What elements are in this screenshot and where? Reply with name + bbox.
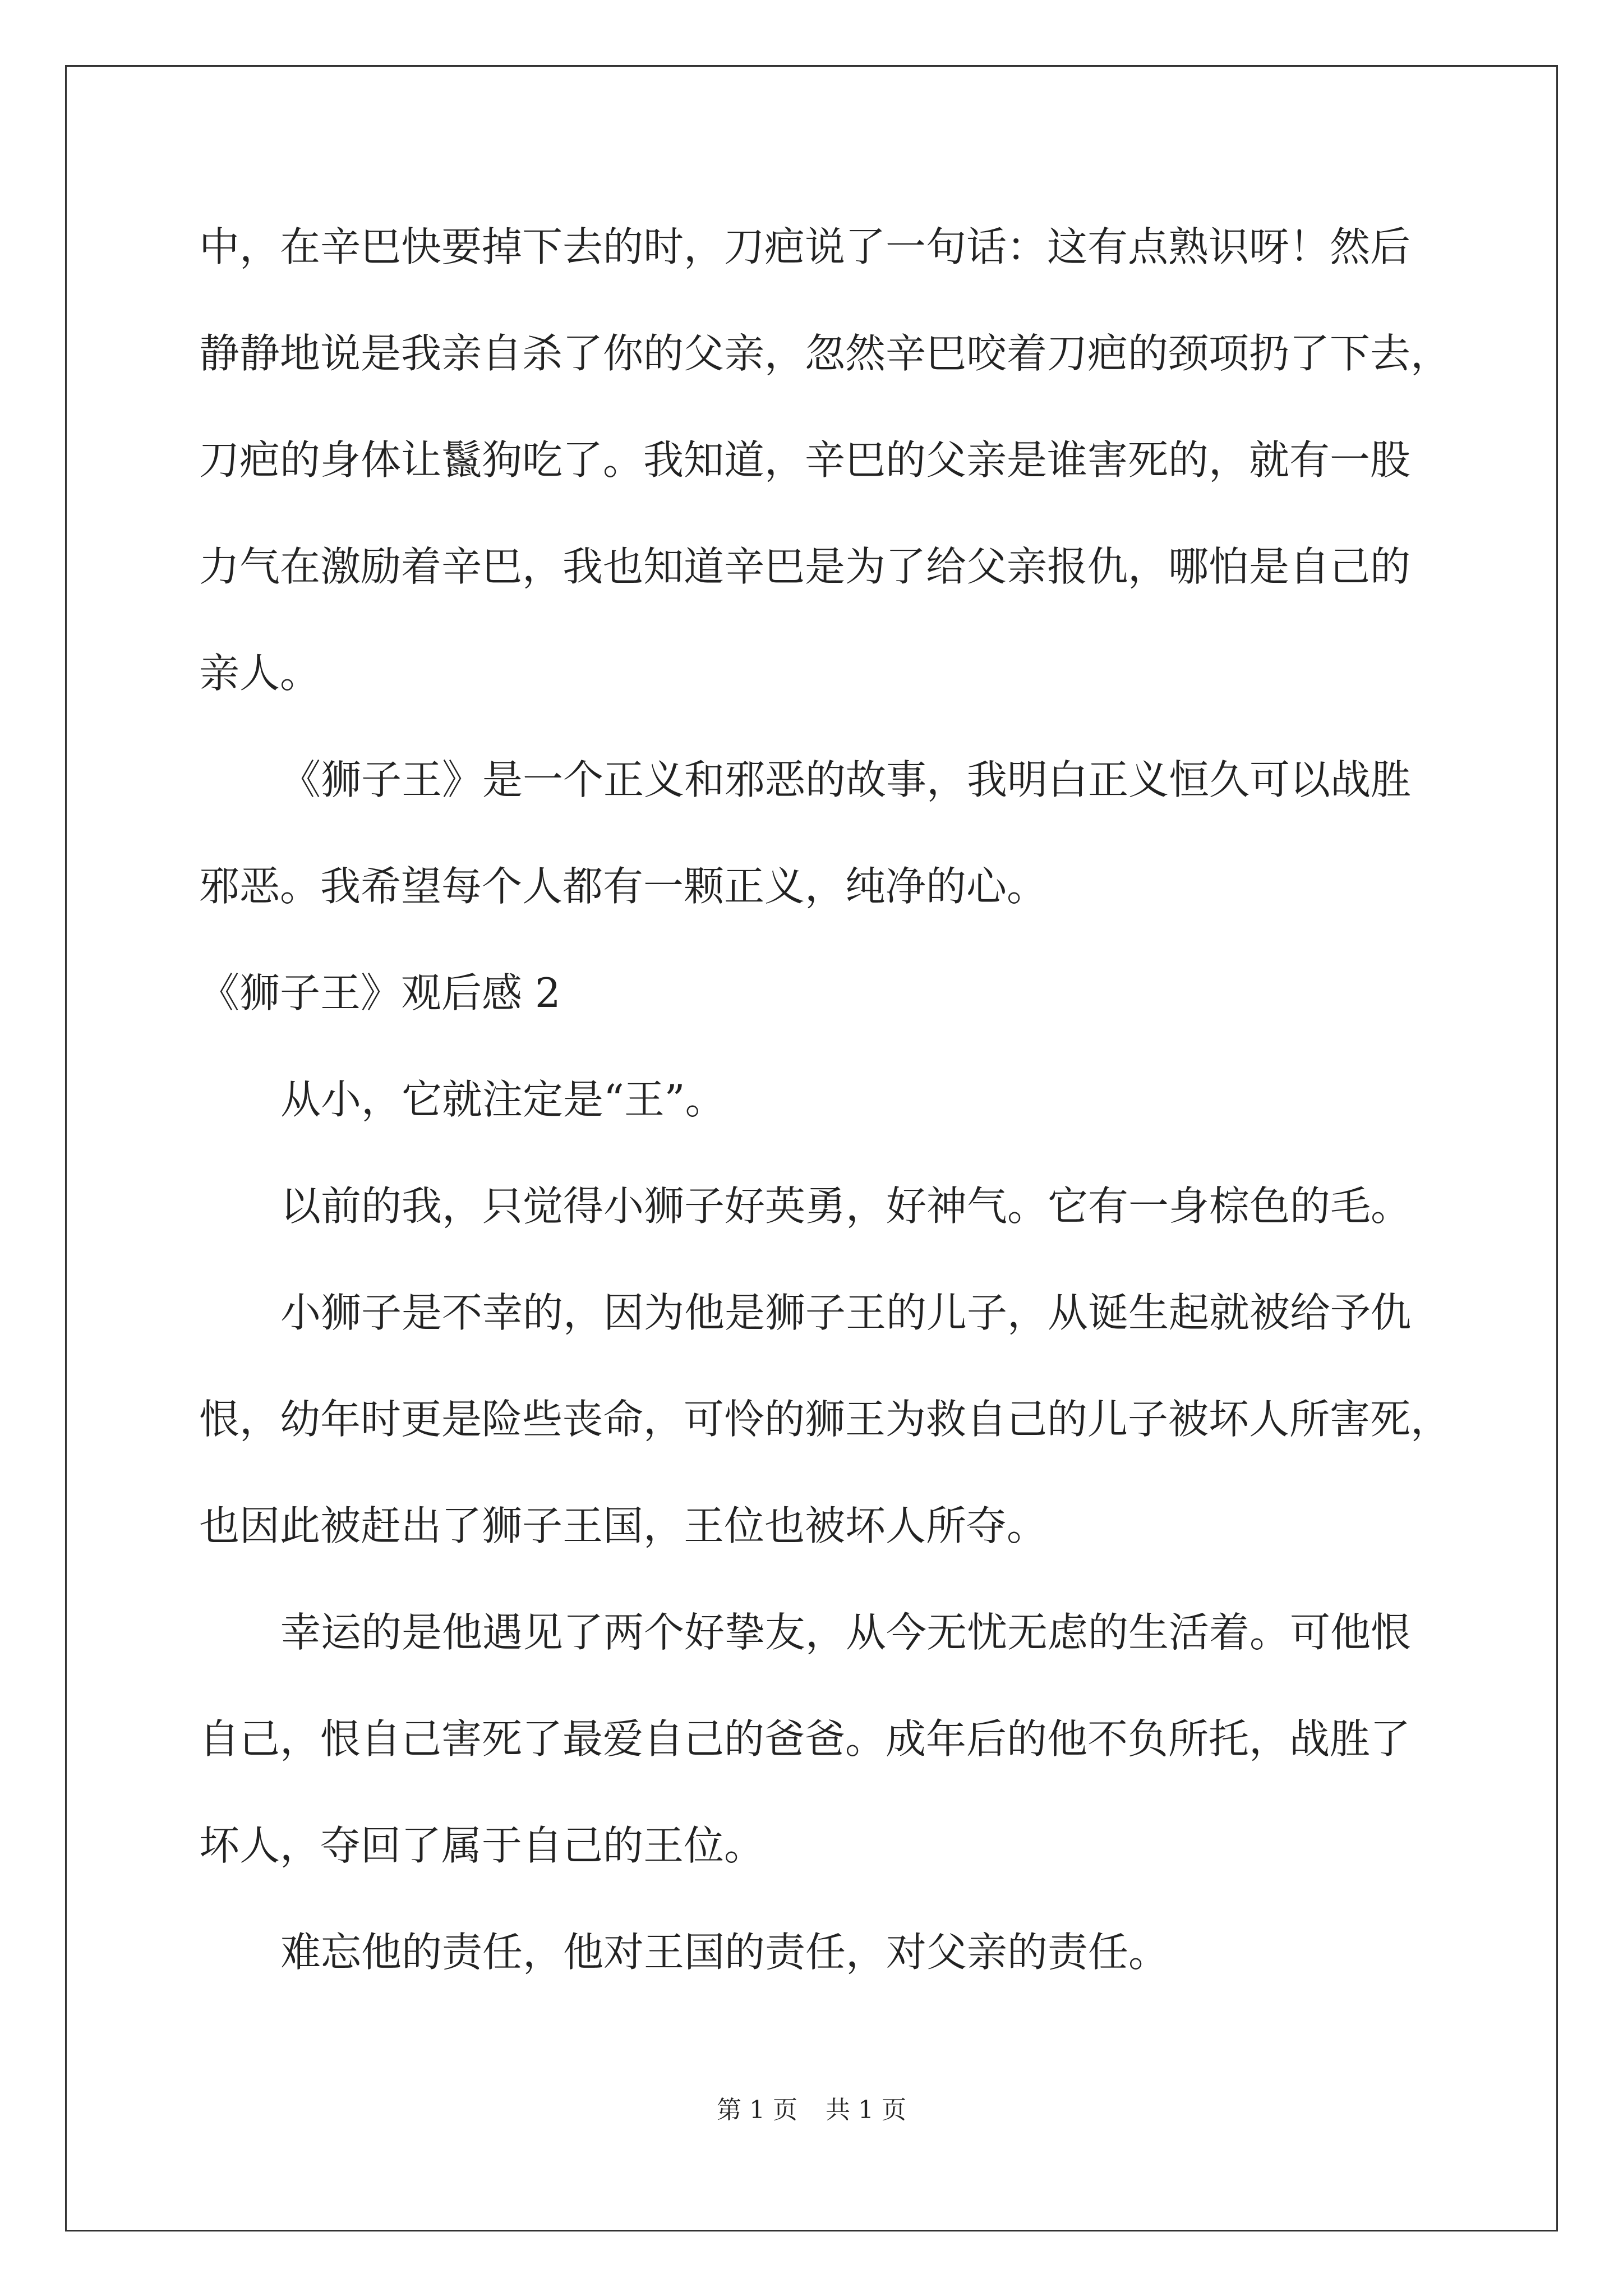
body-line-15: 自己，恨自己害死了最爱自己的爸爸。成年后的他不负所托，战胜了 xyxy=(199,1715,1411,1763)
body-line-1: 中，在辛巴快要掉下去的时，刀疤说了一句话：这有点熟识呀！然后 xyxy=(199,223,1411,270)
body-line-4: 力气在激励着辛巴，我也知道辛巴是为了给父亲报仇，哪怕是自己的 xyxy=(199,543,1411,590)
body-line-6: 《狮子王》是一个正义和邪恶的故事，我明白正义恒久可以战胜 xyxy=(280,756,1412,803)
page-number: 第 1 页 xyxy=(717,2096,797,2124)
body-line-17: 难忘他的责任，他对王国的责任，对父亲的责任。 xyxy=(280,1929,1169,1976)
section-heading: 《狮子王》观后感 2 xyxy=(199,969,561,1016)
body-line-7: 邪恶。我希望每个人都有一颗正义，纯净的心。 xyxy=(199,863,1048,910)
body-line-5: 亲人。 xyxy=(199,650,321,697)
body-line-14: 幸运的是他遇见了两个好挚友，从今无忧无虑的生活着。可他恨 xyxy=(280,1609,1412,1656)
body-line-13: 也因此被赶出了狮子王国，王位也被坏人所夺。 xyxy=(199,1502,1048,1549)
body-line-3: 刀疤的身体让鬣狗吃了。我知道，辛巴的父亲是谁害死的，就有一股 xyxy=(199,436,1411,484)
body-line-2: 静静地说是我亲自杀了你的父亲，忽然辛巴咬着刀疤的颈项扔了下去， xyxy=(199,330,1451,377)
body-line-12: 恨，幼年时更是险些丧命，可怜的狮王为救自己的儿子被坏人所害死， xyxy=(199,1396,1451,1443)
body-line-16: 坏人，夺回了属于自己的王位。 xyxy=(199,1822,765,1869)
page-border xyxy=(65,65,1558,2231)
page-total: 共 1 页 xyxy=(826,2096,906,2124)
body-line-11: 小狮子是不幸的，因为他是狮子王的儿子，从诞生起就被给予仇 xyxy=(280,1289,1412,1336)
body-line-10: 以前的我，只觉得小狮子好英勇，好神气。它有一身棕色的毛。 xyxy=(280,1182,1412,1230)
page-footer xyxy=(0,2090,1623,2125)
body-line-9: 从小，它就注定是“王”。 xyxy=(280,1076,726,1123)
